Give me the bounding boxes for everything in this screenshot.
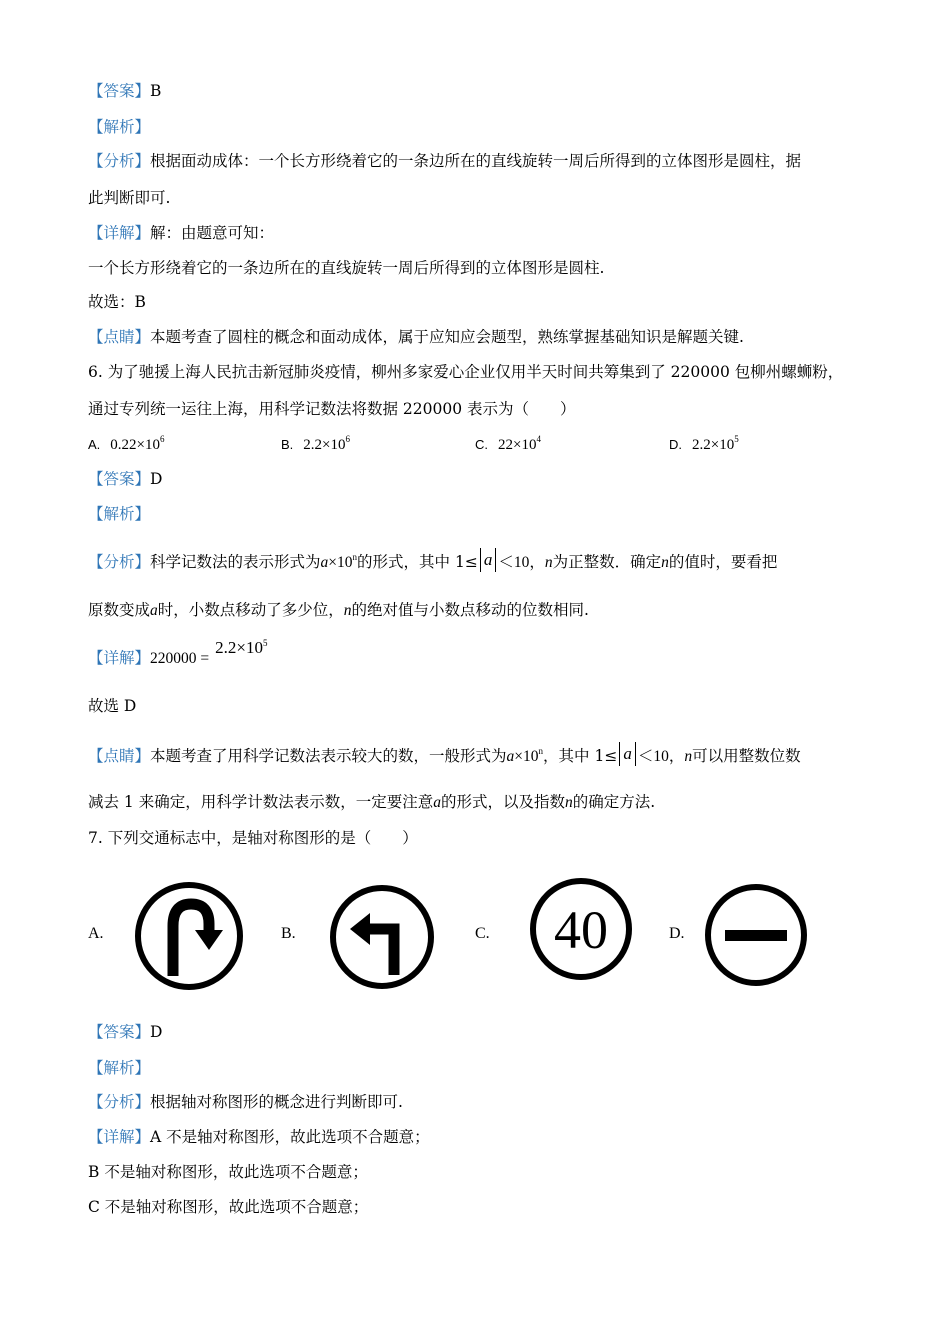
var-a: a <box>433 794 441 811</box>
dianjing-text: 减去 1 来确定，用科学计数法表示数，一定要注意 <box>88 793 434 811</box>
q6-stem-line2: 通过专列统一运往上海，用科学记数法将数据 220000 表示为（ ） <box>88 400 576 418</box>
abs-value-a: a <box>619 742 636 766</box>
q5-choose: 故选：B <box>88 293 146 311</box>
q6-fenxi-line2 <box>88 599 589 622</box>
fenxi-text: 的形式，其中 1≤ <box>357 553 478 571</box>
jiexi-tag: 【解析】 <box>88 118 151 136</box>
option-exponent: 6 <box>345 434 351 444</box>
fenxi-tag: 【分析】 <box>88 1093 151 1111</box>
q5-jiexi <box>88 116 150 138</box>
option-label: C. <box>475 437 488 452</box>
option-label: A. <box>88 437 101 452</box>
xiangjie-tag: 【详解】 <box>88 224 151 242</box>
exponent-n: n <box>352 552 358 562</box>
q5-xiangjie-line2: 一个长方形绕着它的一条边所在的直线旋转一周后所得到的立体图形是圆柱. <box>88 259 605 277</box>
q6-choose: 故选 D <box>88 697 137 715</box>
q7-jiexi <box>88 1057 150 1079</box>
fenxi-text: 科学记数法的表示形式为 <box>150 553 321 571</box>
q7-xiangjie-line1 <box>88 1126 430 1148</box>
q6-jiexi <box>88 503 150 525</box>
option-exponent: 6 <box>160 434 165 444</box>
var-n: n <box>684 748 693 765</box>
q7-xiangjie-line3: C 不是轴对称图形，故此选项不合题意； <box>88 1198 369 1216</box>
dianjing-text: 本题考查了用科学记数法表示较大的数，一般形式为 <box>150 747 507 765</box>
q7-stem: 7. 下列交通标志中，是轴对称图形的是（ ） <box>88 829 418 847</box>
var-a: a <box>150 602 158 619</box>
q6-xiangjie <box>88 638 268 670</box>
option-exponent: 5 <box>734 434 739 444</box>
fenxi-text: 根据轴对称图形的概念进行判断即可. <box>150 1093 403 1111</box>
option-label: B. <box>281 437 294 452</box>
fenxi-text: 为正整数．确定 <box>552 553 662 571</box>
answer-tag: 【答案】 <box>88 82 151 100</box>
xiangjie-text: A 不是轴对称图形，故此选项不合题意； <box>150 1128 430 1146</box>
answer-value: D <box>150 1023 163 1041</box>
times-ten: ×10 <box>328 554 353 571</box>
times-ten: ×10 <box>514 748 539 765</box>
speed-limit-sign-icon[interactable] <box>528 876 634 982</box>
q6-fenxi-line1 <box>88 548 777 574</box>
abs-value-a: a <box>480 548 497 572</box>
dianjing-text: 可以用整数位数 <box>692 747 801 765</box>
dianjing-text: 的形式，以及指数 <box>440 793 565 811</box>
dianjing-text: 的确定方法. <box>572 793 656 811</box>
var-a: a <box>320 554 329 571</box>
q6-option-d[interactable] <box>669 433 739 456</box>
xiangjie-rhs: 2.2×10 <box>215 638 263 657</box>
option-value: 2.2×10 <box>303 437 346 453</box>
fenxi-text: 根据面动成体：一个长方形绕着它的一条边所在的直线旋转一周后所得到的立体图形是圆柱，据 <box>150 152 802 170</box>
speed-limit-text: 40 <box>554 900 608 960</box>
var-n: n <box>564 794 573 811</box>
option-exponent: 4 <box>536 434 541 444</box>
xiangjie-tag: 【详解】 <box>88 649 151 667</box>
fenxi-tag: 【分析】 <box>88 152 151 170</box>
answer-value: B <box>150 82 162 100</box>
q6-option-b[interactable] <box>281 433 350 456</box>
dianjing-text: 本题考查了圆柱的概念和面动成体，属于应知应会题型，熟练掌握基础知识是解题关键. <box>150 328 744 346</box>
q6-dianjing-line1 <box>88 742 801 768</box>
q5-fenxi-line2: 此判断即可. <box>88 189 171 207</box>
q5-fenxi-line1 <box>88 150 801 172</box>
fenxi-tag: 【分析】 <box>88 553 151 571</box>
fenxi-text: 的值时，要看把 <box>668 553 778 571</box>
q7-xiangjie-line2: B 不是轴对称图形，故此选项不合题意； <box>88 1163 368 1181</box>
xiangjie-text: 解：由题意可知： <box>150 224 275 242</box>
option-label: D. <box>669 437 682 452</box>
q6-stem-line1: 6. 为了驰援上海人民抗击新冠肺炎疫情，柳州多家爱心企业仅用半天时间共筹集到了 220000 包柳州螺蛳粉， <box>88 363 844 381</box>
q7-option-a-label[interactable]: A. <box>88 925 104 942</box>
jiexi-tag: 【解析】 <box>88 505 151 523</box>
q6-option-a[interactable] <box>88 433 165 456</box>
var-n: n <box>544 554 553 571</box>
xiangjie-lhs: 220000 = <box>150 650 210 667</box>
q7-answer <box>88 1021 162 1043</box>
left-turn-sign-icon[interactable] <box>328 883 436 991</box>
q6-answer <box>88 468 162 490</box>
answer-tag: 【答案】 <box>88 470 151 488</box>
q6-option-c[interactable] <box>475 433 541 456</box>
var-n: n <box>661 554 669 571</box>
q7-option-d-label[interactable]: D. <box>669 925 685 942</box>
option-value: 0.22×10 <box>110 437 161 453</box>
fenxi-text: 时，小数点移动了多少位， <box>157 601 344 619</box>
option-value: 22×10 <box>498 437 537 453</box>
answer-tag: 【答案】 <box>88 1023 151 1041</box>
q7-fenxi <box>88 1091 403 1113</box>
q6-dianjing-line2 <box>88 791 655 814</box>
dianjing-tag: 【点睛】 <box>88 328 151 346</box>
var-a: a <box>506 748 515 765</box>
answer-value: D <box>150 470 163 488</box>
fenxi-text: 的绝对值与小数点移动的位数相同. <box>351 601 589 619</box>
jiexi-tag: 【解析】 <box>88 1059 151 1077</box>
exponent-n: n <box>538 746 544 756</box>
q7-option-c-label[interactable]: C. <box>475 925 490 942</box>
q5-answer <box>88 80 161 102</box>
q7-option-b-label[interactable]: B. <box>281 925 296 942</box>
dianjing-text: ，其中 1≤ <box>543 747 618 765</box>
dianjing-tag: 【点睛】 <box>88 747 151 765</box>
xiangjie-tag: 【详解】 <box>88 1128 151 1146</box>
option-value: 2.2×10 <box>692 437 735 453</box>
fenxi-text: ＜10， <box>498 554 545 571</box>
u-turn-sign-icon[interactable] <box>133 880 245 992</box>
q5-xiangjie-line1 <box>88 222 274 244</box>
q5-dianjing <box>88 326 744 348</box>
fenxi-text: 原数变成 <box>88 601 151 619</box>
no-entry-sign-icon[interactable] <box>703 882 809 988</box>
xiangjie-exponent: 5 <box>262 638 268 648</box>
dianjing-text: ＜10， <box>637 748 685 765</box>
var-n: n <box>343 602 352 619</box>
